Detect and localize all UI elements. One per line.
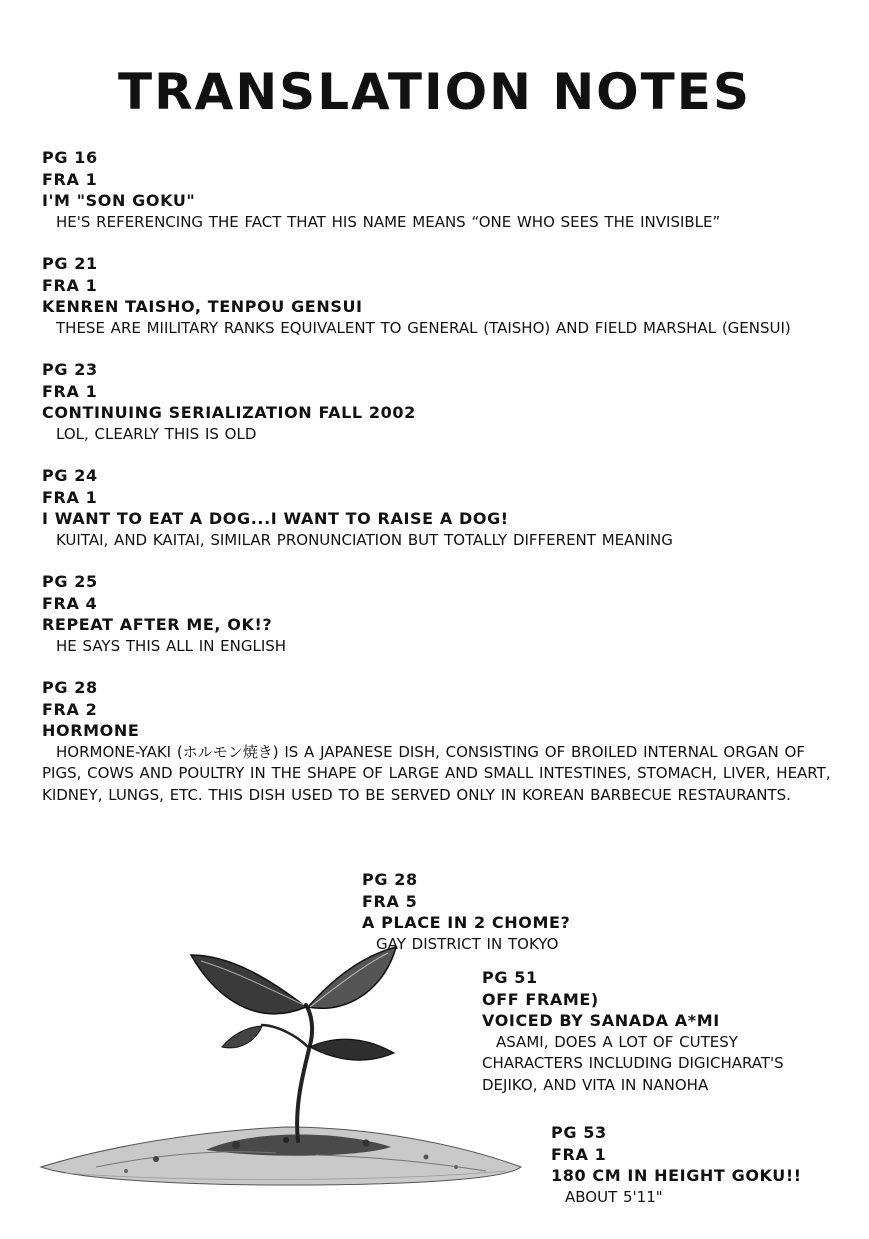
notes-list (42, 147, 842, 826)
note-term: 180 CM IN HEIGHT GOKU!! (551, 1166, 802, 1185)
note-frame: OFF FRAME) (482, 989, 599, 1009)
note-page: PG 51 (482, 968, 538, 987)
note-explanation: HORMONE-YAKI (ホルモン焼き) IS A JAPANESE DISH, CONSISTING OF BROILED INTERNAL ORGAN OF PIGS, COWS AND POULTRY IN THE SHAPE OF LARGE AND SMALL INTESTINES, STOMACH, LIVER, HEART, KIDNEY, LUNGS, ETC. THIS DISH USED TO BE SERVED ONLY IN KOREAN BARBECUE RESTAURANTS. (42, 742, 831, 804)
note-pg28-chome (362, 869, 570, 955)
note-explanation-line: DEJIKO, AND VITA IN NANOHA (482, 1075, 709, 1094)
note-frame: FRA 2 (42, 699, 98, 719)
note-pg53 (551, 1122, 802, 1208)
note-frame: FRA 5 (362, 891, 418, 911)
note-pg24 (42, 465, 842, 551)
note-term: VOICED BY SANADA A*MI (482, 1011, 720, 1030)
note-term: A PLACE IN 2 CHOME? (362, 913, 571, 932)
note-frame: FRA 1 (42, 275, 98, 295)
note-page: PG 24 (42, 466, 98, 485)
note-frame: FRA 1 (551, 1144, 607, 1164)
note-frame: FRA 4 (42, 593, 98, 613)
note-pg51 (482, 967, 784, 1096)
note-explanation: GAY DISTRICT IN TOKYO (376, 934, 559, 953)
note-page: PG 21 (42, 254, 98, 273)
plant-sprout-icon (36, 935, 536, 1205)
note-frame: FRA 1 (42, 169, 98, 189)
page-title: TRANSLATION NOTES (118, 63, 751, 121)
note-explanation-line: ASAMI, DOES A LOT OF CUTESY (496, 1032, 738, 1051)
note-term: CONTINUING SERIALIZATION FALL 2002 (42, 403, 416, 422)
note-pg28-hormone (42, 677, 842, 806)
note-term: HORMONE (42, 721, 140, 740)
note-page: PG 28 (362, 870, 418, 889)
note-pg25 (42, 571, 842, 657)
note-explanation: THESE ARE MIILITARY RANKS EQUIVALENT TO GENERAL (TAISHO) AND FIELD MARSHAL (GENSUI) (56, 318, 791, 337)
note-pg16 (42, 147, 842, 233)
note-pg21 (42, 253, 842, 339)
note-page: PG 28 (42, 678, 98, 697)
note-frame: FRA 1 (42, 487, 98, 507)
note-explanation: HE SAYS THIS ALL IN ENGLISH (56, 636, 287, 655)
note-page: PG 23 (42, 360, 98, 379)
plant-sprout (191, 947, 396, 1141)
note-explanation: LOL, CLEARLY THIS IS OLD (56, 424, 257, 443)
note-page: PG 53 (551, 1123, 607, 1142)
note-explanation: ABOUT 5'11" (565, 1187, 663, 1206)
soil-mound (41, 1127, 521, 1185)
note-pg23 (42, 359, 842, 445)
note-explanation-line: CHARACTERS INCLUDING DIGICHARAT'S (482, 1054, 784, 1072)
note-page: PG 25 (42, 572, 98, 591)
note-frame: FRA 1 (42, 381, 98, 401)
note-term: REPEAT AFTER ME, OK!? (42, 615, 273, 634)
note-page: PG 16 (42, 148, 98, 167)
note-term: I WANT TO EAT A DOG...I WANT TO RAISE A DOG! (42, 509, 509, 528)
note-explanation: KUITAI, AND KAITAI, SIMILAR PRONUNCIATION BUT TOTALLY DIFFERENT MEANING (56, 530, 673, 549)
note-term: I'M "SON GOKU" (42, 191, 196, 210)
note-term: KENREN TAISHO, TENPOU GENSUI (42, 297, 363, 316)
note-explanation: HE'S REFERENCING THE FACT THAT HIS NAME MEANS “ONE WHO SEES THE INVISIBLE” (56, 212, 721, 231)
